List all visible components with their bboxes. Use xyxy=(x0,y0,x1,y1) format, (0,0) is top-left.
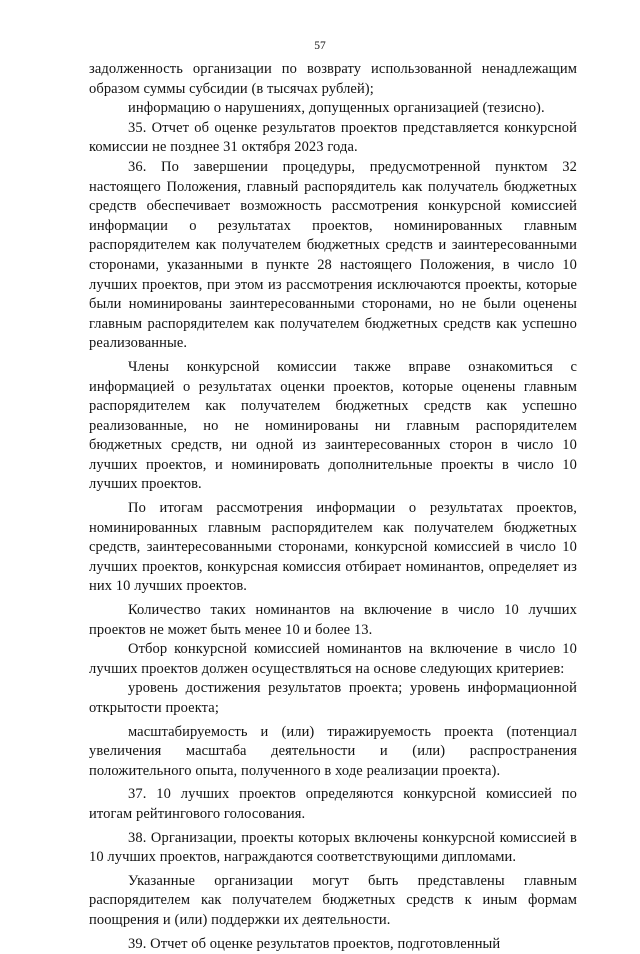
paragraph: задолженность организации по возврату использованной ненадлежащим образом суммы субсидии (в тысячах рублей); xyxy=(89,61,577,97)
paragraph: Указанные организации могут быть представлены главным распорядителем как получателем бюджетных средств к иным формам поощрения и (или) поддержки их деятельности. xyxy=(89,872,577,928)
paragraph: масштабируемость и (или) тиражируемость проекта (потенциал увеличения масштаба деятельности и (или) распространения положительного опыта, полученного в ходе реализации проекта). xyxy=(89,723,577,779)
paragraph: Отбор конкурсной комиссией номинантов на включение в число 10 лучших проектов должен осуществляться на основе следующих критериев: xyxy=(89,641,577,677)
paragraph: уровень достижения результатов проекта; уровень информационной открытости проекта; xyxy=(89,680,577,716)
page-number: 57 xyxy=(314,40,326,52)
paragraph: 35. Отчет об оценке результатов проектов представляется конкурсной комиссии не позднее 31 октября 2023 года. xyxy=(89,119,577,156)
paragraph: 37. 10 лучших проектов определяются конкурсной комиссией по итогам рейтингового голосования. xyxy=(89,786,577,822)
paragraph: 39. Отчет об оценке результатов проектов, подготовленный xyxy=(128,935,501,952)
paragraph: Количество таких номинантов на включение в число 10 лучших проектов не может быть менее 10 и более 13. xyxy=(89,602,577,638)
paragraph: Члены конкурсной комиссии также вправе ознакомиться с информацией о результатах оценки проектов, которые оценены главным распорядителем как получателем бюджетных средств как успешно реализованные, но не номинированы ни главным распорядителем бюджетных средств, ни одной из заинтересованных сторон в число 10 лучших проектов, и номинировать дополнительные проекты в число 10 лучших проектов. xyxy=(89,358,577,493)
paragraph: По итогам рассмотрения информации о результатах проектов, номинированных главным распорядителем как получателем бюджетных средств, заинтересованными сторонами, конкурсной комиссией в число 10 лучших проектов, конкурсная комиссия отбирает номинантов, определяет из них 10 лучших проектов. xyxy=(89,500,577,595)
paragraph: 36. По завершении процедуры, предусмотренной пунктом 32 настоящего Положения, главный распорядитель как получатель бюджетных средств обеспечивает возможность рассмотрения конкурсной комиссией информации о результатах проектов, номинированных главным распорядителем как получателем бюджетных средств и заинтересованными сторонами, указанными в пункте 28 настоящего Положения, в число 10 лучших проектов, при этом из рассмотрения исключаются проекты, которые были номинированы заинтересованными сторонами, но не были оценены главным распорядителем как получателем бюджетных средств как успешно реализованные. xyxy=(89,158,577,352)
paragraph: 38. Организации, проекты которых включены конкурсной комиссией в 10 лучших проектов, награждаются соответствующими дипломами. xyxy=(89,829,577,866)
document-body xyxy=(89,60,577,954)
paragraph: информацию о нарушениях, допущенных организацией (тезисно). xyxy=(128,100,545,117)
